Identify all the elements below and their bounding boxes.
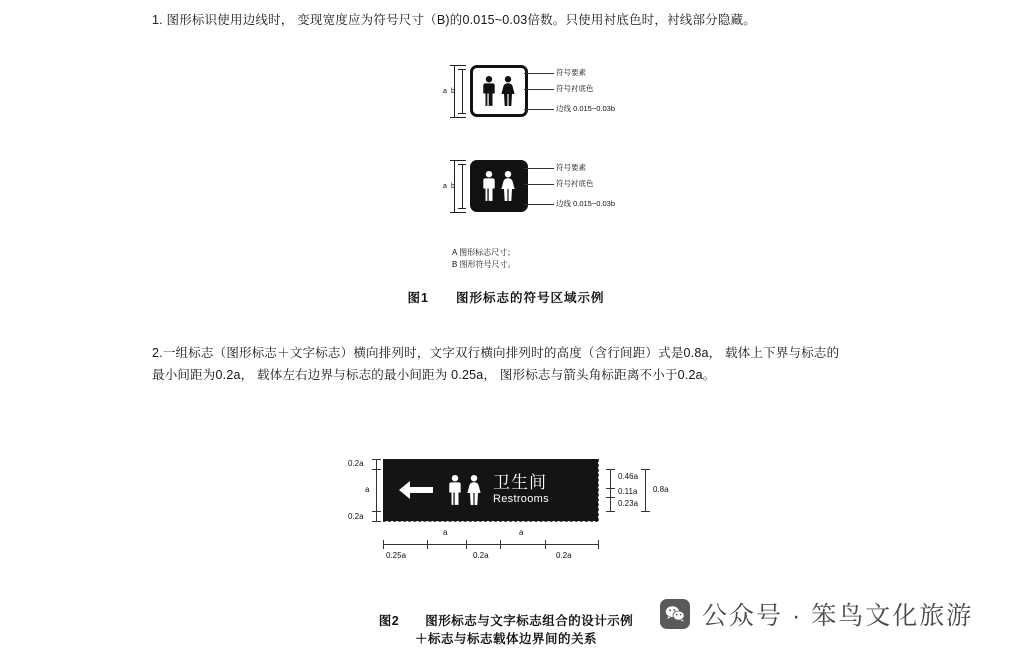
figure1-top-dim-b: b <box>451 88 455 95</box>
paragraph-2: 2.一组标志（图形标志＋文字标志）横向排列时，文字双行横向排列时的高度（含行间距）式是0.8a， 载体上下界与标志的最小间距为0.2a， 载体左右边界与标志的最小间距为 0.25a， 图形标志与箭头角标距离不小于0.2a。 <box>152 346 840 382</box>
figure2-right-dim-axis <box>610 469 611 511</box>
figure2-guide-right <box>598 459 599 521</box>
figure2-sign-text <box>493 474 549 505</box>
figure-1 <box>0 55 1012 310</box>
figure1-top-dimension-ladder <box>443 65 468 117</box>
figure2-sign-banner <box>383 459 598 521</box>
figure2-left-dim-3: 0.2a <box>348 512 364 521</box>
figure2-bottom-dim-axis <box>383 544 598 545</box>
figure1-legend <box>452 247 516 272</box>
figure1-caption: 图1 图形标志的符号区域示例 <box>407 291 605 305</box>
watermark <box>660 596 973 632</box>
figure1-legend-line-2: B 图形符号尺寸。 <box>452 260 516 270</box>
figure2-left-dim-2: a <box>365 485 370 494</box>
figure1-top-dim-a: a <box>443 88 447 95</box>
paragraph-1: 1. 图形标识使用边线时， 变现宽度应为符号尺寸（B)的0.015~0.03倍数。只使用衬底色时，衬线部分隐藏。 <box>152 13 756 27</box>
figure1-bottom-dimension-ladder <box>443 160 468 212</box>
figure2-left-dim-1: 0.2a <box>348 459 364 468</box>
figure1-white-sign-graphic <box>470 65 528 117</box>
figure2-bottom-dim-1: 0.25a <box>386 551 407 560</box>
figure1-bottom-callout-3: 边线 0.015~0.03b <box>556 199 616 208</box>
figure1-bottom-dim-b: b <box>451 183 455 190</box>
figure1-legend-line-1: A 图形标志尺寸； <box>452 248 516 257</box>
figure1-top-callout-3: 边线 0.015~0.03b <box>556 104 616 113</box>
figure1-sign-black <box>443 160 616 212</box>
female-pictogram-icon <box>499 75 517 107</box>
figure2-right-dim-2: 0.11a <box>618 487 638 496</box>
figure-2 <box>0 440 1012 575</box>
female-pictogram-icon <box>465 473 483 507</box>
figure2-bottom-dim-4: a <box>519 528 524 537</box>
watermark-text: 公众号 · 笨鸟文化旅游 <box>702 602 974 630</box>
figure2-right-dim-4: 0.8a <box>653 485 669 494</box>
figure2-guide-bottom <box>383 521 598 522</box>
figure1-top-callout-2: 符号衬底色 <box>556 84 594 93</box>
figure2-sign-text-cn: 卫生间 <box>493 473 547 493</box>
figure2-caption-line-2: ＋标志与标志载体边界间的关系 <box>414 632 597 647</box>
figure2-right-dim-1: 0.46a <box>618 472 639 481</box>
figure1-bottom-callout-2: 符号衬底色 <box>556 179 594 188</box>
figure1-sign-white <box>443 65 616 117</box>
left-arrow-icon <box>397 479 435 501</box>
figure1-top-callout-1: 符号要素 <box>556 68 586 77</box>
figure1-top-callouts <box>530 65 720 117</box>
male-pictogram-icon <box>481 170 497 202</box>
female-pictogram-icon <box>499 170 517 202</box>
figure2-bottom-dim-2: a <box>443 528 448 537</box>
figure2-bottom-dim-3: 0.2a <box>473 551 489 560</box>
male-pictogram-icon <box>447 473 463 507</box>
figure2-pictograms <box>447 473 483 507</box>
figure2-right-dim-3: 0.23a <box>618 499 639 508</box>
figure1-bottom-callouts <box>530 160 720 212</box>
figure2-sign-text-en: Restrooms <box>493 493 549 506</box>
male-pictogram-icon <box>481 75 497 107</box>
figure1-bottom-callout-1: 符号要素 <box>556 163 586 172</box>
figure2-bottom-dim-5: 0.2a <box>556 551 572 560</box>
figure2-caption-line-1: 图2 图形标志与文字标志组合的设计示例 <box>378 614 634 628</box>
figure1-bottom-dim-a: a <box>443 183 447 190</box>
figure1-black-sign-graphic <box>470 160 528 212</box>
wechat-icon <box>660 599 690 629</box>
